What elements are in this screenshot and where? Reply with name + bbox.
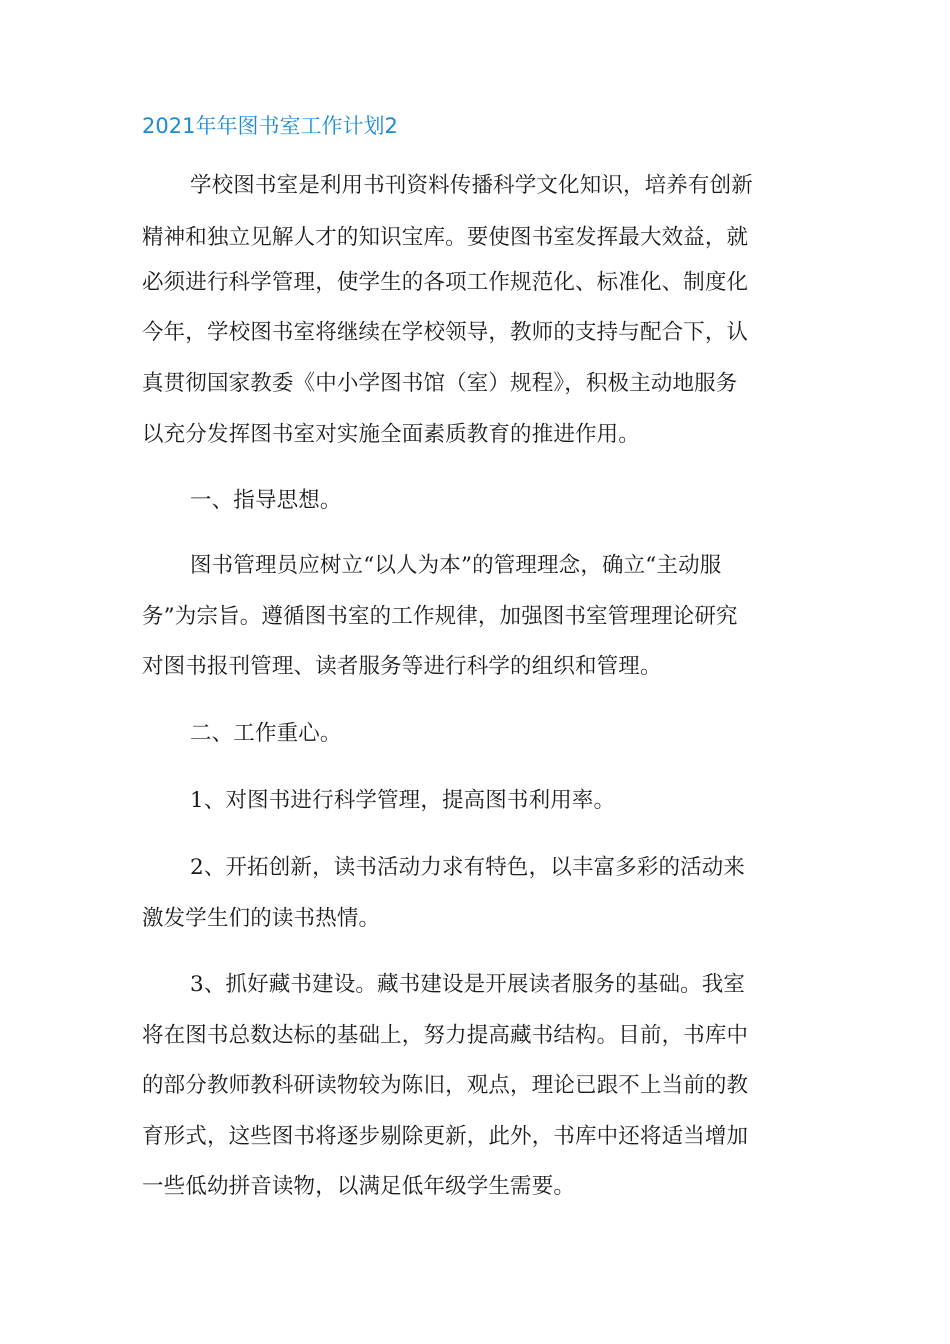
paragraph-line: 一些低幼拼音读物，以满足低年级学生需要。	[142, 1174, 576, 1199]
paragraph-line: 精神和独立见解人才的知识宝库。要使图书室发挥最大效益，就	[142, 225, 749, 250]
section-heading: 一、指导思想。	[190, 488, 342, 513]
paragraph-line: 真贯彻国家教委《中小学图书馆（室）规程》，积极主动地服务	[142, 371, 738, 396]
section-heading: 二、工作重心。	[190, 721, 342, 746]
paragraph-line: 激发学生们的读书热情。	[142, 906, 381, 931]
paragraph-line: 今年，学校图书室将继续在学校领导，教师的支持与配合下，认	[142, 320, 749, 345]
list-item: 2、开拓创新，读书活动力求有特色，以丰富多彩的活动来	[190, 855, 746, 880]
paragraph-line: 图书管理员应树立“以人为本”的管理理念，确立“主动服	[190, 553, 722, 578]
paragraph-line: 育形式，这些图书将逐步剔除更新，此外，书库中还将适当增加	[142, 1124, 749, 1149]
list-item: 1、对图书进行科学管理，提高图书利用率。	[190, 788, 616, 813]
paragraph-line: 对图书报刊管理、读者服务等进行科学的组织和管理。	[142, 654, 662, 679]
list-item: 3、抓好藏书建设。藏书建设是开展读者服务的基础。我室	[190, 972, 746, 997]
paragraph-line: 必须进行科学管理，使学生的各项工作规范化、标准化、制度化	[142, 270, 749, 295]
paragraph-line: 的部分教师教科研读物较为陈旧，观点，理论已跟不上当前的教	[142, 1073, 749, 1098]
document-title: 2021年年图书室工作计划2	[142, 114, 398, 138]
paragraph-line: 以充分发挥图书室对实施全面素质教育的推进作用。	[142, 422, 640, 447]
paragraph-line: 学校图书室是利用书刊资料传播科学文化知识，培养有创新	[190, 173, 753, 198]
paragraph-line: 将在图书总数达标的基础上，努力提高藏书结构。目前，书库中	[142, 1023, 749, 1048]
paragraph-line: 务”为宗旨。遵循图书室的工作规律，加强图书室管理理论研究	[142, 604, 738, 629]
